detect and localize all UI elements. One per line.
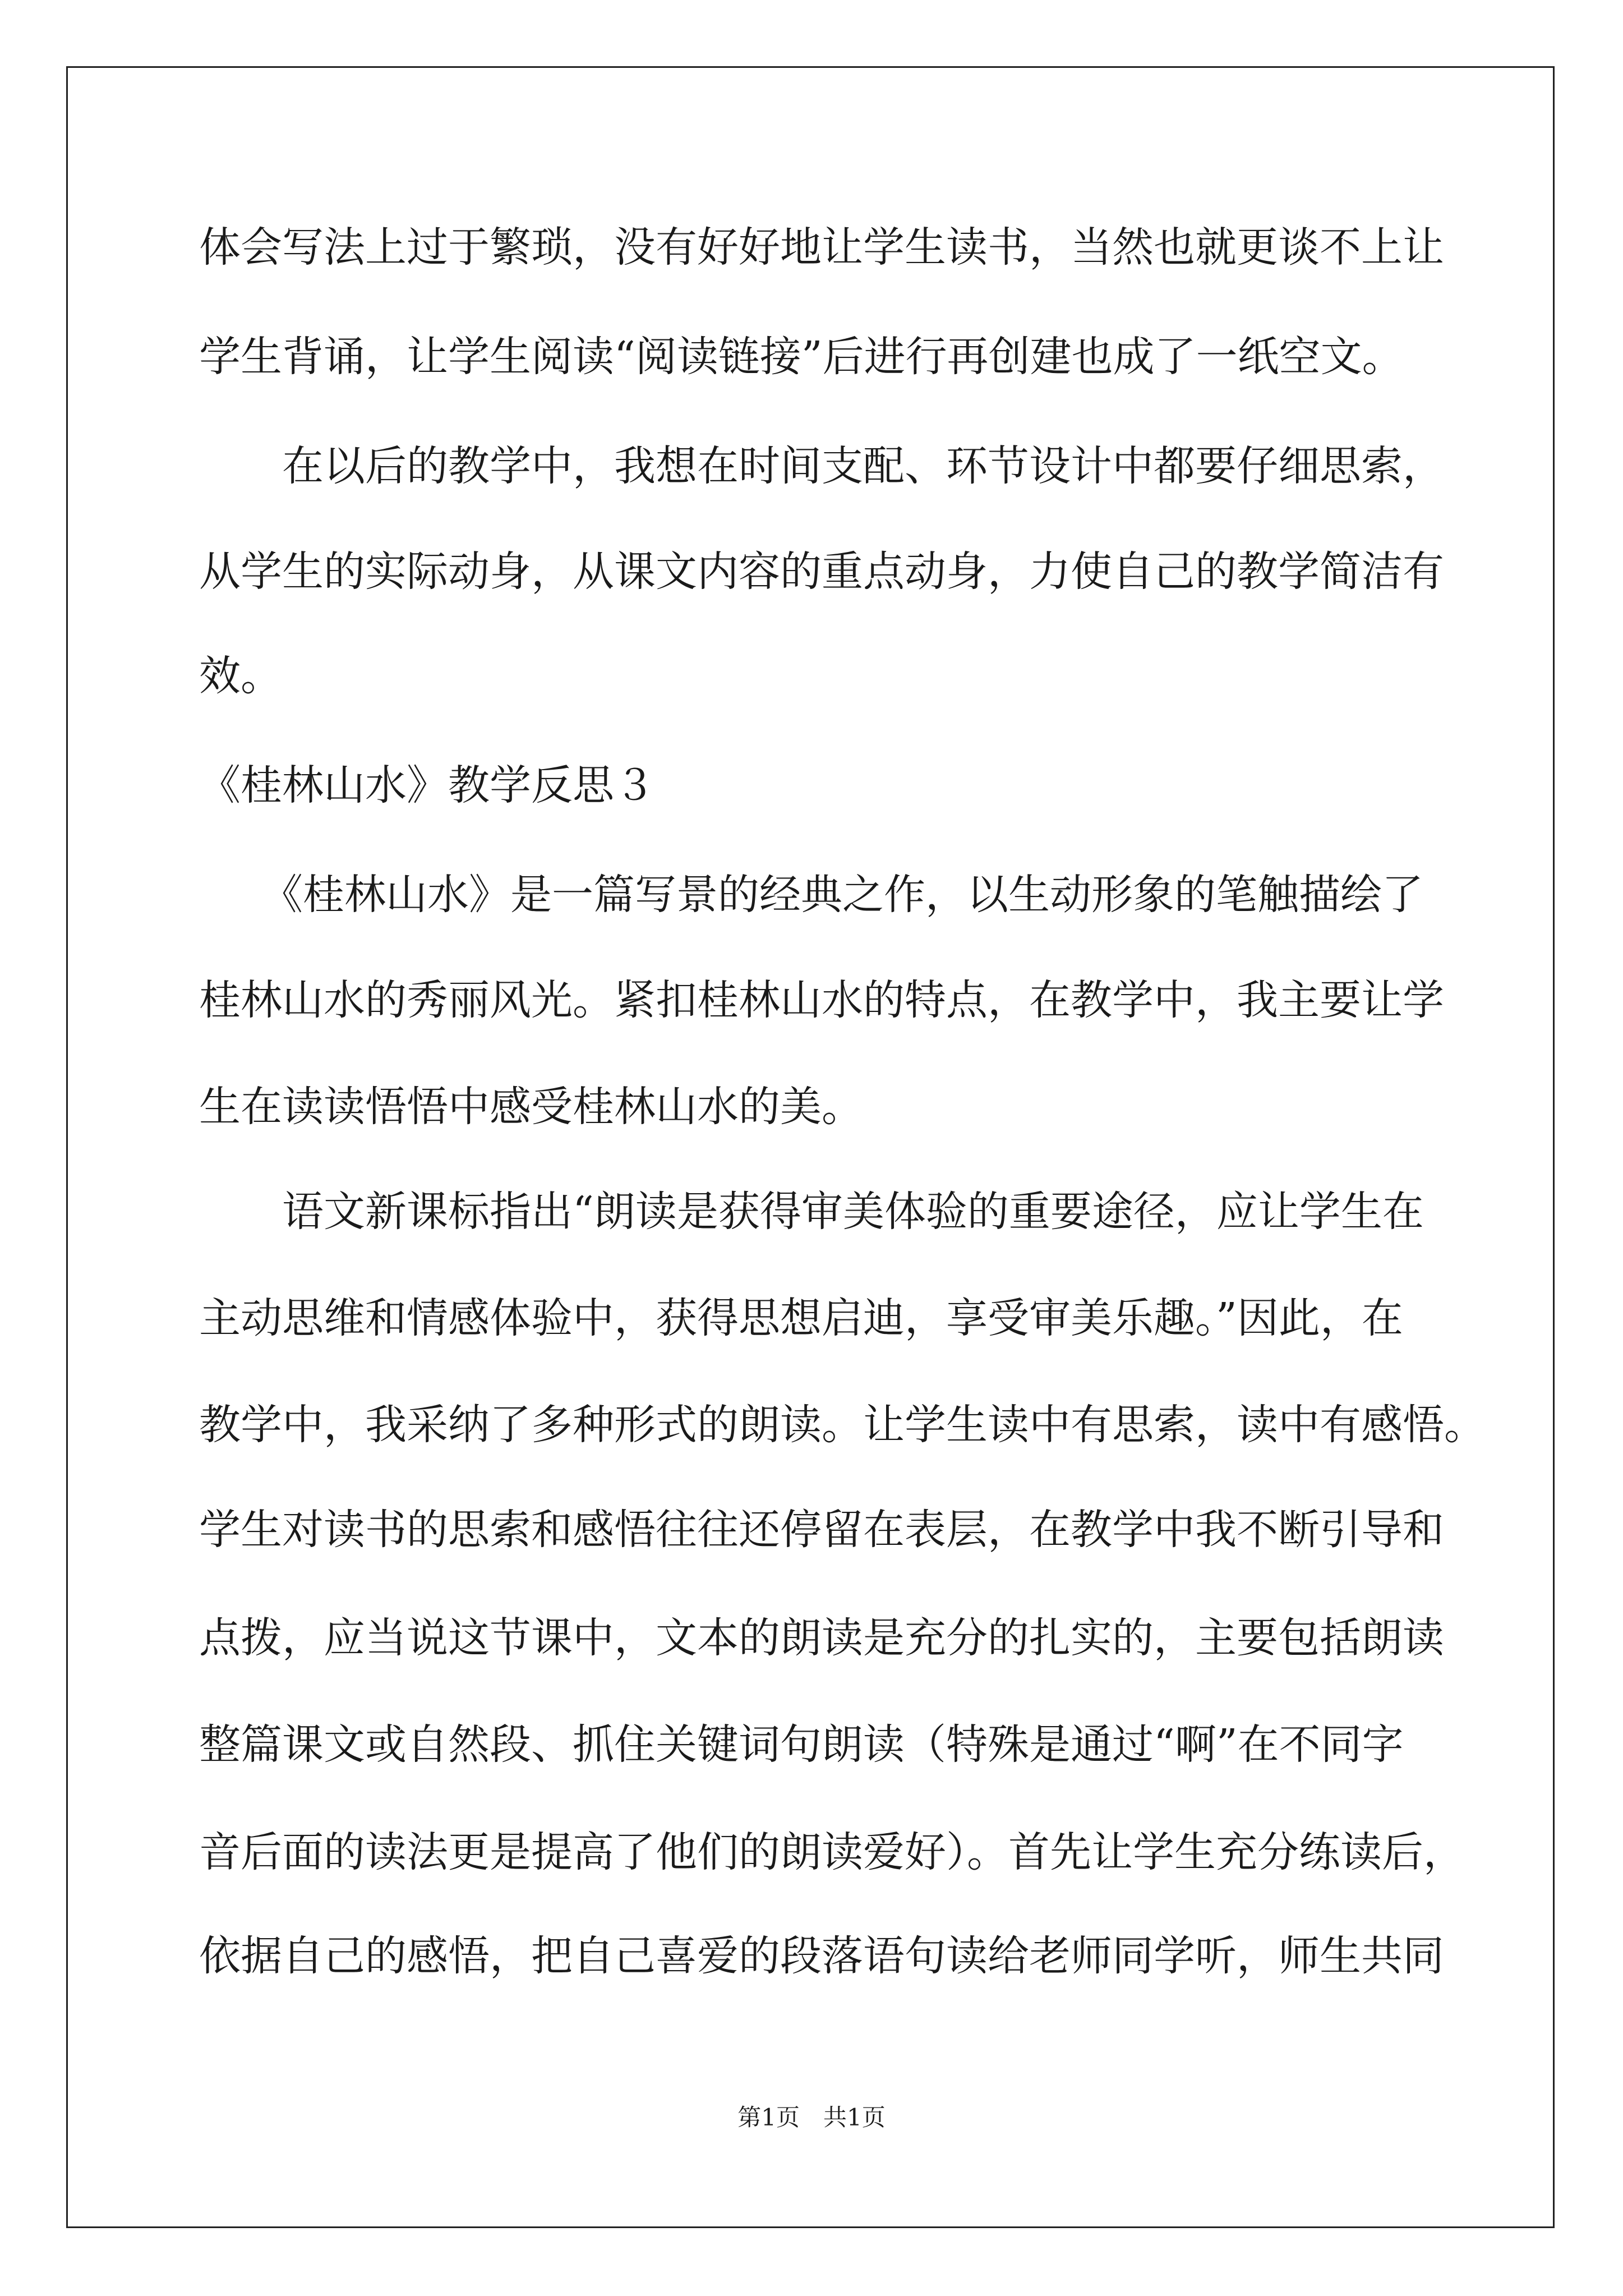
text-line: 主动思维和情感体验中，获得思想启迪，享受审美乐趣。”因此，在 <box>199 1294 1403 1342</box>
text-line: 点拨，应当说这节课中，文本的朗读是充分的扎实的，主要包括朗读 <box>199 1614 1444 1662</box>
text-line: 从学生的实际动身，从课文内容的重点动身，力使自己的教学简洁有 <box>199 547 1444 596</box>
text-line: 桂林山水的秀丽风光。紧扣桂林山水的特点，在教学中，我主要让学 <box>199 976 1444 1024</box>
paragraph-start-line: 《桂林山水》是一篇写景的经典之作，以生动形象的笔触描绘了 <box>199 871 1423 919</box>
text-line: 学生对读书的思索和感悟往往还停留在表层，在教学中我不断引导和 <box>199 1506 1444 1554</box>
text-line: 整篇课文或自然段、抓住关键词句朗读（特殊是通过“啊”在不同字 <box>199 1720 1404 1769</box>
paragraph-start-line: 在以后的教学中，我想在时间支配、环节设计中都要仔细思索， <box>199 442 1444 490</box>
paragraph-start-line: 语文新课标指出“朗读是获得审美体验的重要途径，应让学生在 <box>199 1188 1424 1236</box>
section-heading: 《桂林山水》教学反思３ <box>199 761 656 809</box>
text-line: 生在读读悟悟中感受桂林山水的美。 <box>199 1083 863 1131</box>
text-line: 效。 <box>199 652 282 700</box>
text-line: 依据自己的感悟，把自己喜爱的段落语句读给老师同学听，师生共同 <box>199 1932 1444 1980</box>
text-line: 音后面的读法更是提高了他们的朗读爱好）。首先让学生充分练读后， <box>199 1828 1465 1876</box>
page-number-footer: 第1页 共1页 <box>737 2104 886 2131</box>
page-border <box>66 66 1555 2228</box>
text-line: 教学中，我采纳了多种形式的朗读。让学生读中有思索，读中有感悟。 <box>199 1401 1486 1449</box>
text-line: 体会写法上过于繁琐，没有好好地让学生读书，当然也就更谈不上让 <box>199 223 1444 272</box>
text-line: 学生背诵，让学生阅读“阅读链接”后进行再创建也成了一纸空文。 <box>199 333 1404 381</box>
